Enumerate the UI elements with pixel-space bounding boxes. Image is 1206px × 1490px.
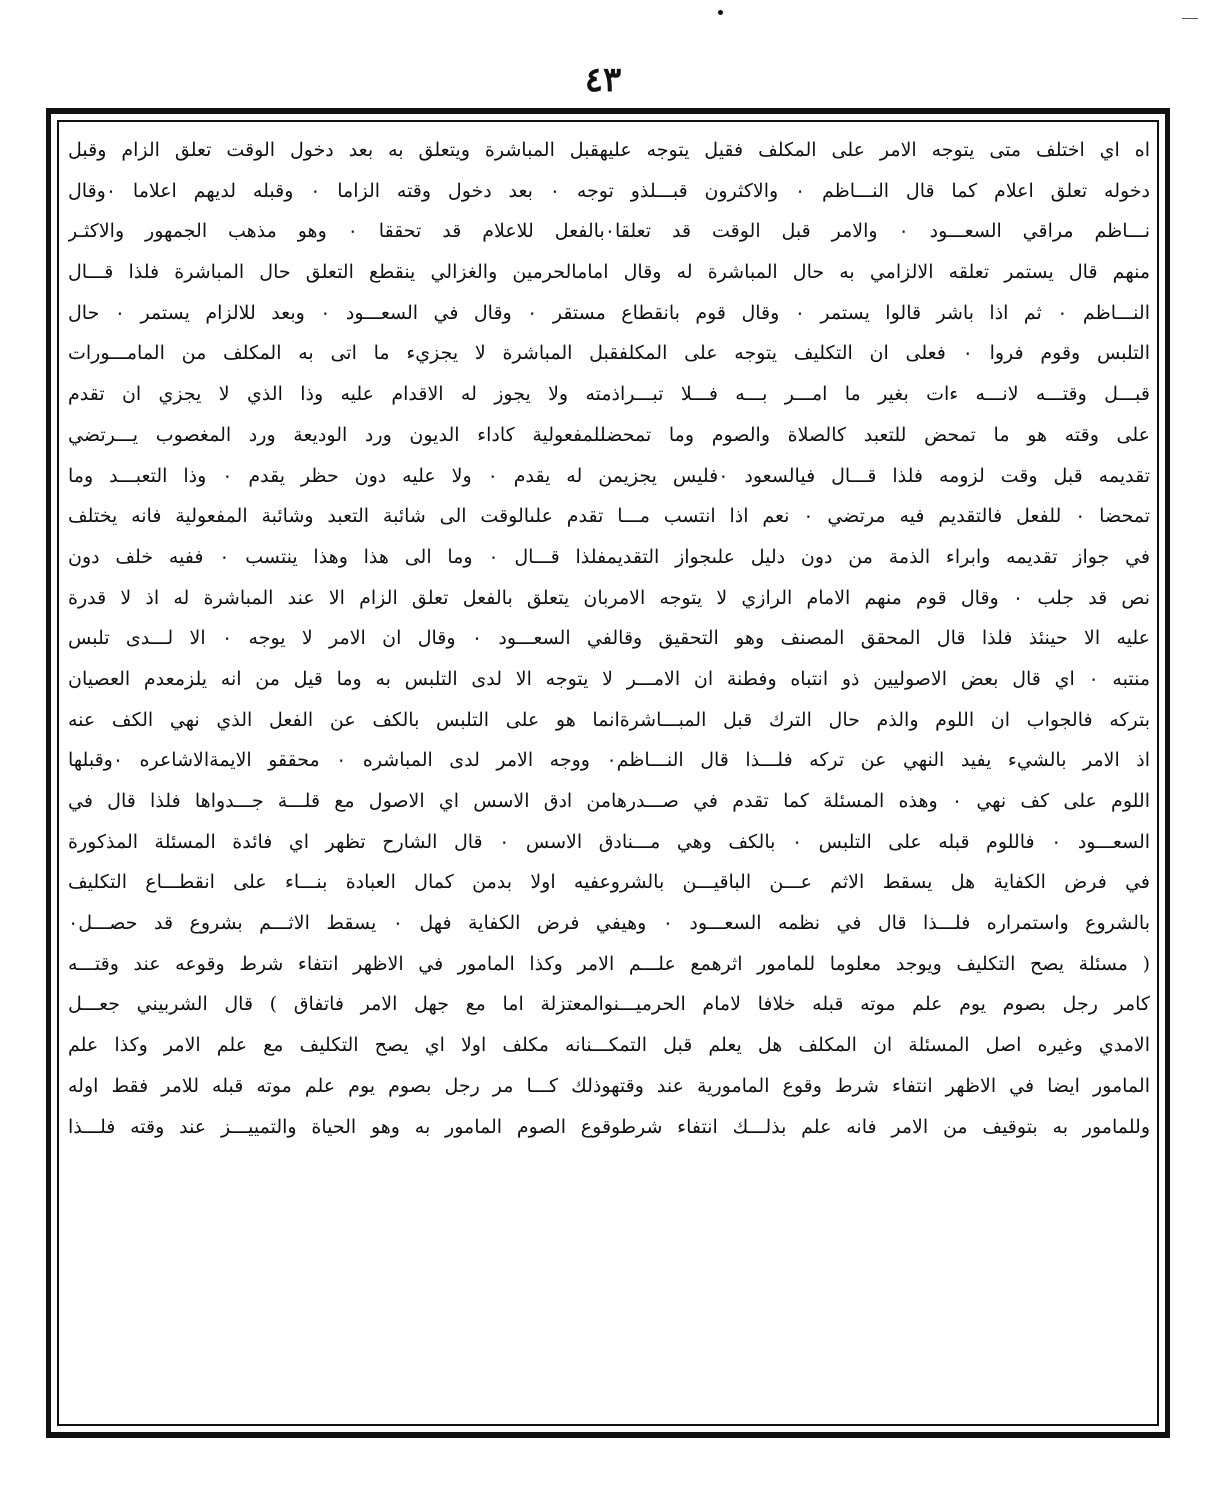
text-line-1: اه اي اختلف متى يتوجه الامر على المكلف فقيل يتوجه عليهقبل المباشرة ويتعلق به بعد دخول الوقت تعلق الزام وقبل	[68, 139, 1150, 161]
text-line-21: ( مسئلة يصح التكليف ويوجد معلوما للمامور اثرهمع علـــم الامر وكذا المامور في الاظهر انتفاء شرط وقوعه عند وقتـــه	[68, 952, 1150, 975]
text-line-24: المامور ايضا في الاظهر انتفاء شرط وقوع المامورية عند وقتهوذلك كـــا مر رجل بصوم يوم علم موته قبله للامر فقط اوله	[68, 1074, 1150, 1097]
text-line-6: التلبس وقوم فروا ٠ فعلى ان التكليف يتوجه على المكلفقبل المباشرة لا يجزيء ما اتى به المكلف من المامـــورات	[68, 342, 1150, 365]
text-line-25: وللمامور به بتوقيف من الامر فانه علم بذلـــك انتفاء شرطوقوع الصوم المامور به وهو الحياة والتمييـــز عند وقته فلـــذا	[68, 1115, 1150, 1138]
text-line-11: في جواز تقديمه وابراء الذمة من دون دليل علىجواز التقديمفلذا قـــال ٠ وما الى هذا وهذا ينتسب ٠ ففيه خلف دون	[68, 545, 1150, 568]
text-line-4: منهم قال يستمر تعلقه الالزامي به حال المباشرة له وقال امامالحرمين والغزالي ينقطع التعلق حال المباشرة فلذا قـــال	[68, 261, 1150, 284]
scan-dot-mark	[718, 10, 723, 15]
text-line-20: بالشروع واستمراره فلـــذا قال في نظمه السعـــود ٠ وهيفي فرض الكفاية فهل ٠ يسقط الاثـــم بشروع قد حصـــل٠	[68, 912, 1150, 935]
text-line-8: على وقته هو ما تمحض للتعبد كالصلاة والصوم وما تمحضللمفعولية كاداء الديون ورد الوديعة ورد المغصوب يـــرتضي	[68, 423, 1150, 446]
text-line-17: اللوم على كف نهي ٠ وهذه المسئلة كما تقدم في صـــدرهامن ادق الاسس اي الاصول مع قلـــة جـــدواها فلذا قال في	[68, 790, 1150, 812]
text-line-12: نص قد جلب ٠ وقال قوم منهم الامام الرازي لا يتوجه الامربان يتعلق بالفعل تعلق الزام الا عند المباشرة له اذ لا قدرة	[68, 586, 1150, 609]
body-text	[68, 130, 1150, 1426]
text-line-18: السعـــود ٠ فاللوم قبله على التلبس ٠ بالكف وهي مـــنادق الاسس ٠ قال الشارح تظهر اي فائدة المسئلة المذكورة	[68, 830, 1150, 853]
text-line-5: النـــاظم ٠ ثم اذا باشر قالوا يستمر ٠ وقال قوم بانقطاع مستقر ٠ وقال في السعـــود ٠ وبعد للالزام يستمر ٠ حال	[68, 301, 1150, 324]
text-line-15: بتركه فالجواب ان اللوم والذم حال الترك قبل المبـــاشرةانما هو على التلبس بالكف عن الفعل الذي نهي الكف عنه	[68, 708, 1150, 731]
text-line-22: كامر رجل بصوم يوم علم موته قبله خلافا لامام الحرميـــنوالمعتزلة اما مع جهل الامر فاتفاق ) قال الشربيني جعـــل	[68, 993, 1150, 1016]
text-line-19: في فرض الكفاية هل يسقط الاثم عـــن الباقيـــن بالشروعفيه اولا بدمن كمال العبادة بنـــاء على انقطـــاع التكليف	[68, 871, 1150, 894]
text-line-16: اذ الامر بالشيء يفيد النهي عن تركه فلـــذا قال النـــاظم٠ ووجه الامر لدى المباشره ٠ محققو الايمةالاشاعره ٠وقبلها	[68, 749, 1150, 772]
text-line-3: نـــاظم مراقي السعـــود ٠ والامر قبل الوقت قد تعلقا٠بالفعل للاعلام قد تحققا ٠ وهو مذهب الجمهور والاكثـر	[68, 220, 1150, 243]
scan-corner-mark	[1182, 18, 1198, 19]
text-line-23: الامدي وغيره اصل المسئلة ان المكلف هل يعلم قبل التمكـــنانه مكلف اولا اي يصح التكليف مع علم الامر وكذا علم	[68, 1034, 1150, 1057]
text-line-2: دخوله تعلق اعلام كما قال النـــاظم ٠ والاكثرون قبـــلذو توجه ٠ بعد دخول وقته الزاما ٠ وقبله لديهم اعلاما ٠وقال	[68, 179, 1150, 202]
text-line-10: تمحضا ٠ للفعل فالتقديم فيه مرتضي ٠ نعم اذا انتسب مـــا تقدم علىالوقت الى شائبة التعبد وشائبة المفعولية فانه يختلف	[68, 505, 1150, 528]
text-line-13: عليه الا حينئذ فلذا قال المحقق المصنف وهو التحقيق وقالفي السعـــود ٠ وقال ان الامر لا يوجه ٠ الا لـــدى تلبس	[68, 627, 1150, 650]
text-line-9: تقديمه قبل وقت لزومه فلذا قـــال فيالسعود ٠فليس يجزيمن له يقدم ٠ ولا عليه دون حظر يقدم ٠ وذا التعبـــد وما	[68, 464, 1150, 487]
text-line-7: قبـــل وقتـــه لانـــه ءات بغير ما امـــر بـــه فـــلا تبـــراذمته ولا يجوز له الاقدام عليه وذا الذي لا يجزي ان تقدم	[68, 383, 1150, 406]
text-line-14: منتبه ٠ اي قال بعض الاصوليين ذو انتباه وفطنة ان الامـــر لا يتوجه الا لدى التلبس به وما قيل من انه يلزمعدم العصيان	[68, 667, 1150, 690]
page-number: ٤٣	[584, 60, 622, 100]
